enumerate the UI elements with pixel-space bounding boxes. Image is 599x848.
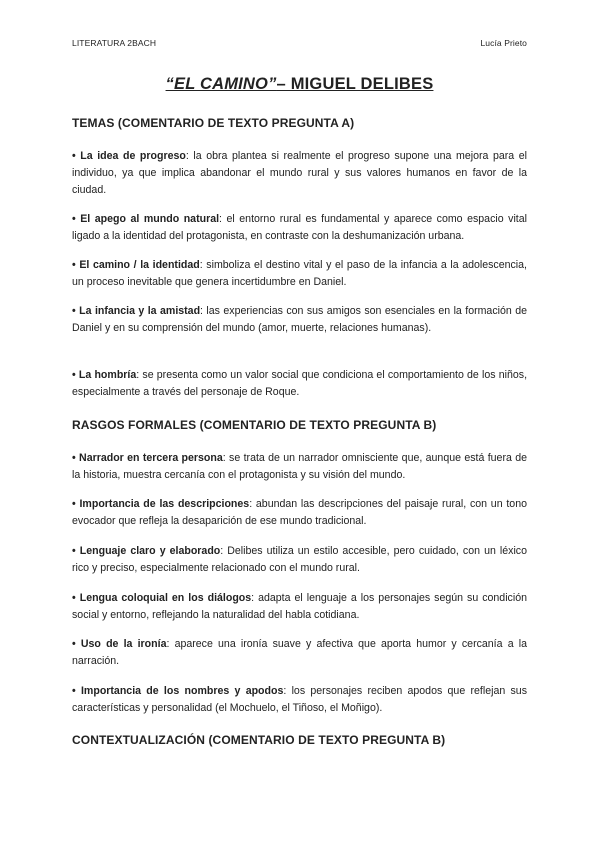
list-item: [72, 450, 527, 484]
item-text: : se trata de un narrador omnisciente que, aunque está fuera de la historia, muestra cercanía con el protagonista y su visión del mundo.: [72, 452, 527, 481]
section-heading-contextualizacion: CONTEXTUALIZACIÓN (COMENTARIO DE TEXTO PREGUNTA B): [72, 733, 446, 747]
item-text: : abundan las descripciones del paisaje rural, con un tono evocador que refleja la desaparición de ese mundo tradicional.: [72, 498, 527, 527]
item-term: • Lenguaje claro y elaborado: [72, 545, 221, 557]
item-term: • La infancia y la amistad: [72, 305, 201, 317]
header-course: LITERATURA 2BACH: [72, 38, 157, 48]
list-item: [72, 211, 527, 245]
list-item: [72, 590, 527, 624]
item-text: : Delibes utiliza un estilo accesible, pero cuidado, con un léxico rico y preciso, especialmente relacionado con el mundo rural.: [72, 545, 527, 574]
item-term: • La hombría: [72, 369, 137, 381]
list-item: [72, 683, 527, 717]
item-text: : aparece una ironía suave y afectiva que aporta humor y cercanía a la narración.: [72, 638, 528, 667]
list-item: [72, 367, 527, 401]
item-text: : se presenta como un valor social que condiciona el comportamiento de los niños, especialmente a través del personaje de Roque.: [72, 369, 528, 398]
item-term: • Lengua coloquial en los diálogos: [72, 592, 252, 604]
item-term: • El camino / la identidad: [72, 259, 200, 271]
item-term: • Importancia de las descripciones: [72, 498, 250, 510]
list-item: [72, 636, 527, 670]
section-heading-rasgos: RASGOS FORMALES (COMENTARIO DE TEXTO PREGUNTA B): [72, 418, 437, 432]
list-item: [72, 148, 527, 199]
section-heading-temas: TEMAS (COMENTARIO DE TEXTO PREGUNTA A): [72, 116, 355, 130]
item-term: • Importancia de los nombres y apodos: [72, 685, 284, 697]
title-work: “EL CAMINO”: [165, 75, 277, 93]
page-header: [72, 38, 527, 48]
item-text: : los personajes reciben apodos que reflejan sus características y personalidad (el Mochuelo, el Tiñoso, el Moñigo).: [72, 685, 527, 714]
document-title: [0, 75, 599, 94]
item-text: : simboliza el destino vital y el paso de la infancia a la adolescencia, un proceso inevitable que genera incertidumbre en Daniel.: [72, 259, 527, 288]
item-term: • Narrador en tercera persona: [72, 452, 223, 464]
title-author: – MIGUEL DELIBES: [276, 75, 434, 93]
list-item: [72, 543, 527, 577]
header-author: Lucía Prieto: [480, 38, 527, 48]
list-item: [72, 257, 527, 291]
item-term: • El apego al mundo natural: [72, 213, 220, 225]
item-text: : las experiencias con sus amigos son esenciales en la formación de Daniel y en su comprensión del mundo (amor, muerte, relaciones humanas).: [72, 305, 527, 334]
item-text: : el entorno rural es fundamental y aparece como espacio vital ligado a la identidad del protagonista, en contraste con la deshumanización urbana.: [72, 213, 527, 242]
item-text: : adapta el lenguaje a los personajes según su condición social y entorno, reflejando la naturalidad del habla cotidiana.: [72, 592, 527, 621]
item-term: • Uso de la ironía: [72, 638, 167, 650]
list-item: [72, 496, 527, 530]
item-term: • La idea de progreso: [72, 150, 186, 162]
list-item: [72, 303, 527, 337]
item-text: : la obra plantea si realmente el progreso supone una mejora para el individuo, ya que implica abandonar el mundo rural y sus valores humanos en favor de la ciudad.: [72, 150, 527, 196]
